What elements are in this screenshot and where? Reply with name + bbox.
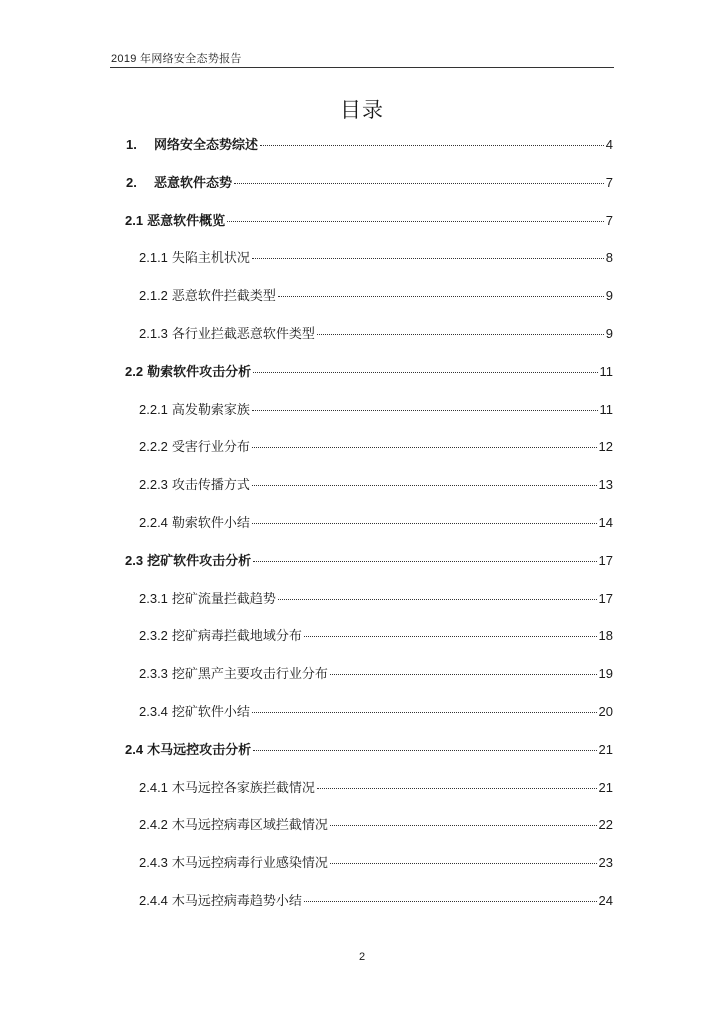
toc-entry[interactable] <box>126 137 613 153</box>
toc-entry[interactable] <box>125 742 613 758</box>
toc-entry-title: 挖矿病毒拦截地域分布 <box>171 628 302 644</box>
toc-entry-page: 22 <box>598 817 613 833</box>
toc-entry-number: 2.2.1 <box>139 401 168 417</box>
toc-entry-number: 2.2.3 <box>139 477 168 493</box>
toc-entry-page: 7 <box>605 212 613 228</box>
toc-entry[interactable] <box>125 553 613 569</box>
toc-entry-number: 2.3.1 <box>139 590 168 606</box>
toc-entry[interactable] <box>139 250 613 266</box>
toc-entry-page: 8 <box>605 250 613 266</box>
toc-entry-page: 23 <box>598 855 613 871</box>
toc-dot-leader <box>304 901 597 902</box>
toc-dot-leader <box>253 750 596 751</box>
toc-entry-page: 13 <box>598 477 613 493</box>
toc-dot-leader <box>253 561 596 562</box>
toc-entry-number: 2.3.3 <box>139 666 168 682</box>
toc-entry-page: 21 <box>598 779 613 795</box>
toc-entry-number: 2.4 <box>125 741 144 757</box>
toc-entry-page: 20 <box>598 704 613 719</box>
toc-entry-title: 失陷主机状况 <box>171 250 250 266</box>
toc-entry-number: 2.4.4 <box>139 893 168 908</box>
toc-entry-number: 2.1.3 <box>139 326 168 341</box>
toc-entry-title: 木马远控攻击分析 <box>147 741 252 757</box>
toc-entry-page: 21 <box>598 741 613 757</box>
toc-entry[interactable] <box>125 213 613 229</box>
toc-entry[interactable] <box>139 591 613 607</box>
toc-entry[interactable] <box>139 855 613 871</box>
toc-entry-number: 1. <box>126 137 137 152</box>
toc-entry-page: 17 <box>598 552 613 568</box>
toc-dot-leader <box>234 183 604 184</box>
page-number: 2 <box>358 951 366 963</box>
toc-entry-title: 恶意软件概览 <box>147 212 226 228</box>
toc-entry-page: 14 <box>598 515 613 530</box>
toc-entry-page: 24 <box>598 893 613 908</box>
toc-dot-leader <box>304 636 597 637</box>
toc-entry[interactable] <box>139 477 613 493</box>
toc-entry-page: 11 <box>599 363 613 379</box>
toc-entry-title: 木马远控病毒行业感染情况 <box>171 855 328 871</box>
toc-entry[interactable] <box>139 666 613 682</box>
toc-entry[interactable] <box>125 364 613 380</box>
toc-entry[interactable] <box>139 439 613 455</box>
toc-entry[interactable] <box>139 515 613 531</box>
toc-entry-title: 木马远控病毒趋势小结 <box>171 893 302 908</box>
toc-entry-title: 恶意软件拦截类型 <box>171 288 276 304</box>
toc-dot-leader <box>252 523 597 524</box>
toc-dot-leader <box>252 447 597 448</box>
toc-entry-number: 2.4.3 <box>139 855 168 871</box>
toc-entry-number: 2.3.4 <box>139 704 168 719</box>
toc-dot-leader <box>278 296 604 297</box>
toc-entry-number: 2.1.1 <box>139 250 168 266</box>
toc-entry-page: 9 <box>605 288 613 304</box>
toc-dot-leader <box>317 334 604 335</box>
toc-entry-title: 挖矿软件小结 <box>171 704 250 719</box>
toc-entry-title: 恶意软件态势 <box>154 174 233 190</box>
toc-entry[interactable] <box>126 175 613 191</box>
toc-entry[interactable] <box>139 893 613 909</box>
toc-entry-title: 攻击传播方式 <box>171 477 250 493</box>
toc-entry[interactable] <box>139 628 613 644</box>
toc-entry-page: 9 <box>605 326 613 341</box>
toc-dot-leader <box>252 712 597 713</box>
toc-entry-page: 7 <box>605 174 613 190</box>
toc-entry-number: 2. <box>126 174 137 190</box>
toc-dot-leader <box>252 410 598 411</box>
toc-entry-title: 木马远控各家族拦截情况 <box>171 779 315 795</box>
toc-dot-leader <box>260 145 604 146</box>
toc-entry-title: 网络安全态势综述 <box>154 137 259 152</box>
toc-dot-leader <box>330 825 597 826</box>
toc-entry-number: 2.1.2 <box>139 288 168 304</box>
toc-entry-title: 挖矿黑产主要攻击行业分布 <box>171 666 328 682</box>
toc-entry-number: 2.4.2 <box>139 817 168 833</box>
toc-title: 目录 <box>340 99 384 122</box>
toc-entry-number: 2.4.1 <box>139 779 168 795</box>
toc-entry-number: 2.3.2 <box>139 628 168 644</box>
toc-entry-title: 挖矿流量拦截趋势 <box>171 590 276 606</box>
toc-entry-number: 2.2.4 <box>139 515 168 530</box>
toc-dot-leader <box>330 863 597 864</box>
toc-entry-page: 11 <box>599 401 613 417</box>
toc-entry-number: 2.3 <box>125 552 144 568</box>
running-header: 2019 年网络安全态势报告 <box>111 53 242 65</box>
toc-entry-page: 18 <box>598 628 613 644</box>
toc-dot-leader <box>317 788 597 789</box>
toc-entry-title: 挖矿软件攻击分析 <box>147 552 252 568</box>
toc-entry-page: 19 <box>598 666 613 682</box>
toc-dot-leader <box>278 599 597 600</box>
toc-entry[interactable] <box>139 402 613 418</box>
toc-entry[interactable] <box>139 780 613 796</box>
toc-dot-leader <box>253 372 597 373</box>
toc-entry-title: 各行业拦截恶意软件类型 <box>171 326 315 341</box>
toc-dot-leader <box>227 221 604 222</box>
toc-entry-number: 2.2.2 <box>139 439 168 455</box>
toc-entry-title: 勒索软件攻击分析 <box>147 363 252 379</box>
toc-entry-page: 17 <box>598 590 613 606</box>
toc-entry[interactable] <box>139 326 613 342</box>
toc-entry-title: 勒索软件小结 <box>171 515 250 530</box>
toc-entry[interactable] <box>139 817 613 833</box>
toc-entry-number: 2.2 <box>125 363 144 379</box>
toc-entry-page: 12 <box>598 439 613 455</box>
toc-entry-title: 木马远控病毒区域拦截情况 <box>171 817 328 833</box>
toc-entry[interactable] <box>139 288 613 304</box>
toc-entry[interactable] <box>139 704 613 720</box>
toc-dot-leader <box>252 258 604 259</box>
toc-entry-number: 2.1 <box>125 212 144 228</box>
toc-entry-title: 高发勒索家族 <box>171 401 250 417</box>
toc-entry-page: 4 <box>605 137 613 152</box>
toc-entry-title: 受害行业分布 <box>171 439 250 455</box>
toc-dot-leader <box>330 674 597 675</box>
toc-dot-leader <box>252 485 597 486</box>
